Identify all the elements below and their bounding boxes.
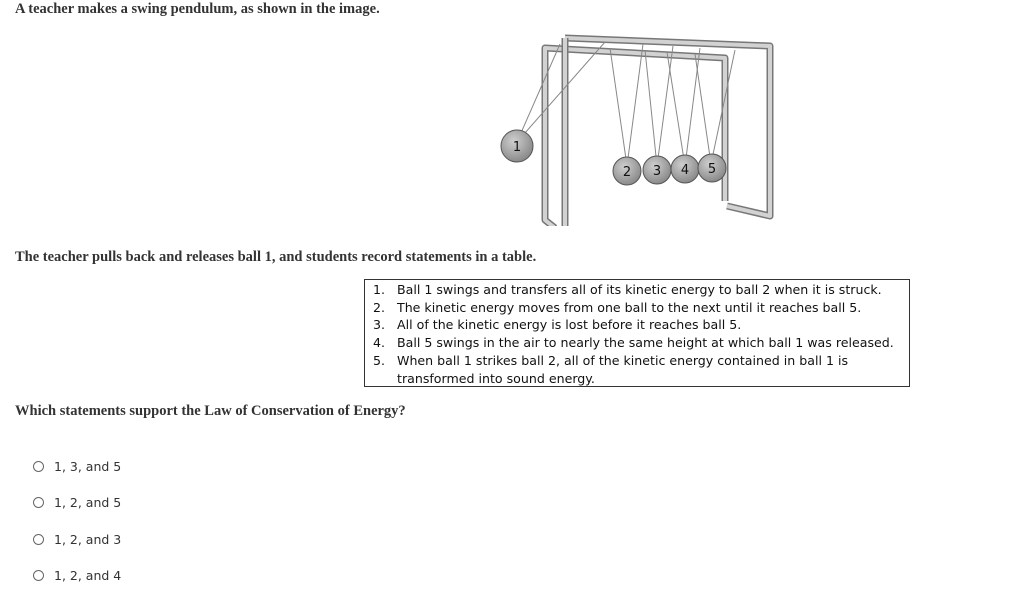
pendulum-figure bbox=[495, 26, 785, 226]
ball-2 bbox=[613, 157, 641, 185]
svg-text:1: 1 bbox=[512, 140, 522, 155]
radio-button[interactable] bbox=[33, 497, 44, 508]
statements-table bbox=[364, 279, 910, 387]
svg-text:2: 2 bbox=[622, 165, 632, 180]
statement-text: Ball 1 swings and transfers all of its kinetic energy to ball 2 when it is struck. bbox=[397, 282, 882, 297]
question-ask: Which statements support the Law of Conservation of Energy? bbox=[15, 403, 406, 419]
statement-text: Ball 5 swings in the air to nearly the same height at which ball 1 was released. bbox=[397, 335, 894, 351]
statement-number: 1. bbox=[373, 282, 386, 297]
statement-number: 3. bbox=[373, 317, 386, 333]
choice-label: 1, 2, and 5 bbox=[54, 495, 122, 510]
statement-row bbox=[373, 334, 903, 352]
statement-row bbox=[373, 281, 903, 299]
ball-3 bbox=[643, 156, 671, 184]
choice-label: 1, 3, and 5 bbox=[54, 458, 122, 474]
choice-d[interactable] bbox=[33, 567, 121, 585]
statement-row bbox=[373, 316, 903, 334]
radio-button[interactable] bbox=[33, 534, 44, 545]
question-setup: The teacher pulls back and releases ball 1, and students record statements in a table. bbox=[15, 249, 537, 265]
frame-back bbox=[565, 38, 770, 216]
statement-number: 5. bbox=[373, 352, 386, 368]
choice-b[interactable] bbox=[33, 494, 121, 512]
statement-row bbox=[373, 352, 903, 387]
ball-1 bbox=[501, 130, 533, 162]
radio-button[interactable] bbox=[33, 570, 44, 581]
svg-text:4: 4 bbox=[680, 163, 690, 178]
statement-number: 4. bbox=[373, 335, 386, 351]
svg-text:5: 5 bbox=[707, 162, 717, 177]
statement-text: When ball 1 strikes ball 2, all of the kinetic energy contained in ball 1 is transformed into sound energy. bbox=[397, 352, 849, 386]
statement-text: The kinetic energy moves from one ball to the next until it reaches ball 5. bbox=[397, 299, 862, 315]
statement-number: 2. bbox=[373, 299, 386, 315]
question-intro: A teacher makes a swing pendulum, as shown in the image. bbox=[15, 1, 380, 17]
choice-label: 1, 2, and 3 bbox=[54, 531, 122, 547]
choice-label: 1, 2, and 4 bbox=[54, 568, 122, 583]
svg-text:3: 3 bbox=[652, 164, 662, 179]
choice-a[interactable] bbox=[33, 457, 121, 475]
radio-button[interactable] bbox=[33, 461, 44, 472]
ball-4 bbox=[671, 155, 699, 183]
statement-row bbox=[373, 299, 903, 317]
ball-5 bbox=[698, 154, 726, 182]
statement-text: All of the kinetic energy is lost before it reaches ball 5. bbox=[397, 317, 742, 333]
answer-choices bbox=[33, 457, 121, 603]
choice-c[interactable] bbox=[33, 530, 121, 548]
pendulum-strings bbox=[517, 42, 735, 166]
